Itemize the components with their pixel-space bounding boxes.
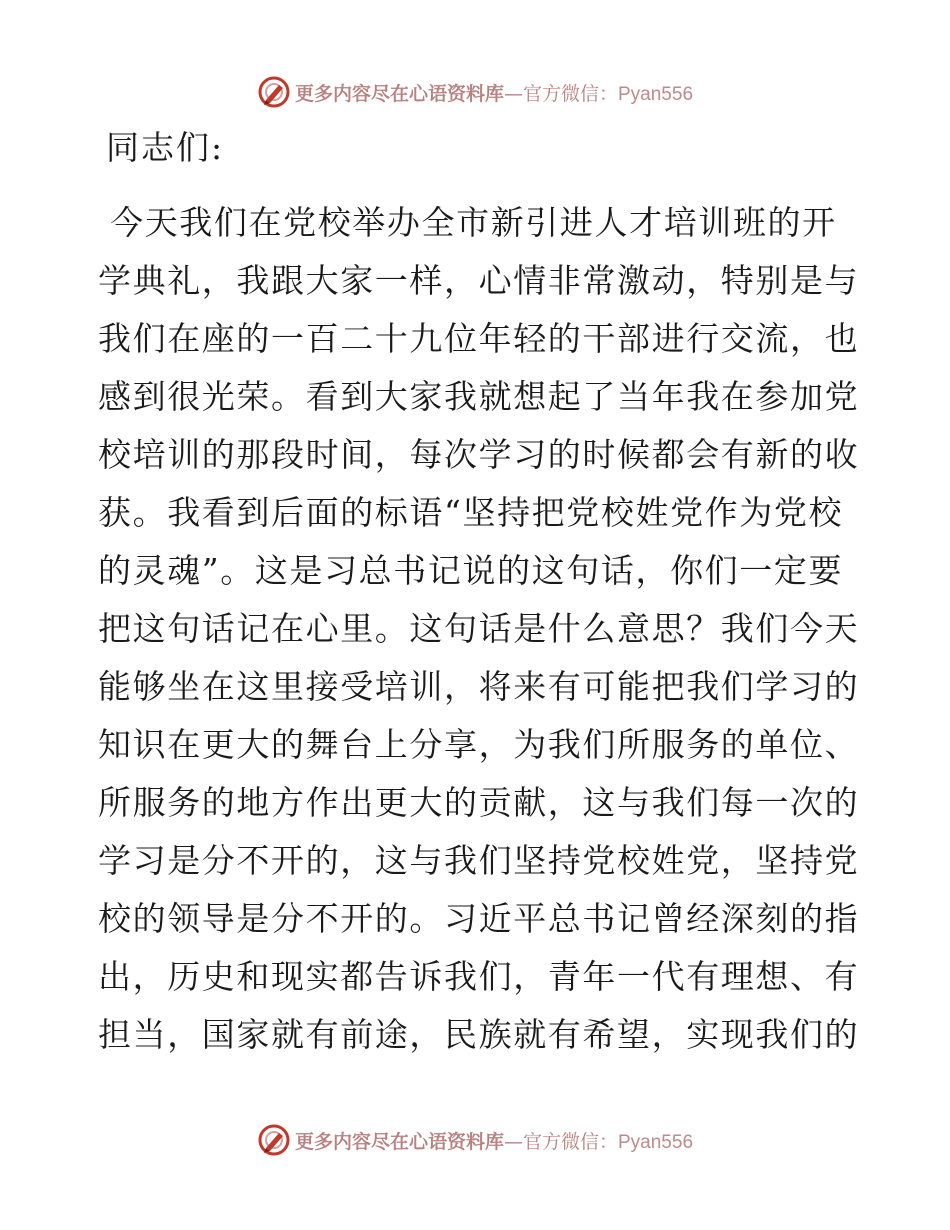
footer-banner: [0, 1120, 950, 1160]
footer-banner-sub: 官方微信：: [522, 1130, 618, 1153]
text-line: 感到很光荣。看到大家我就想起了当年我在参加党: [98, 377, 860, 416]
text-line: 知识在更大的舞台上分享，为我们所服务的单位、: [98, 725, 860, 764]
paragraph: [98, 194, 858, 1064]
document-body: [98, 122, 858, 1064]
header-banner: [0, 72, 950, 112]
footer-banner-main: 更多内容尽在心语资料库: [294, 1130, 504, 1153]
text-line: 担当，国家就有前途，民族就有希望，实现我们的: [98, 1015, 860, 1054]
header-banner-wechat-id: Pyan556: [618, 83, 694, 105]
text-line: 出，历史和现实都告诉我们，青年一代有理想、有: [98, 957, 860, 996]
text-line: 把这句话记在心里。这句话是什么意思？我们今天: [98, 609, 860, 648]
text-line: 今天我们在党校举办全市新引进人才培训班的开: [98, 203, 837, 242]
text-line: 校的领导是分不开的。习近平总书记曾经深刻的指: [98, 899, 860, 938]
footer-banner-separator: —: [503, 1130, 523, 1153]
pen-logo-icon: [257, 1123, 291, 1157]
header-banner-text: [295, 79, 693, 106]
header-banner-separator: —: [503, 82, 523, 105]
pen-logo-icon: [257, 75, 291, 109]
salutation: 同志们:: [106, 128, 225, 167]
text-line: 的灵魂”。这是习总书记说的这句话，你们一定要: [98, 551, 844, 590]
text-line: 能够坐在这里接受培训，将来有可能把我们学习的: [98, 667, 860, 706]
header-banner-sub: 官方微信：: [522, 82, 618, 105]
text-line: 我们在座的一百二十九位年轻的干部进行交流，也: [98, 319, 860, 358]
text-line: 校培训的那段时间，每次学习的时候都会有新的收: [98, 435, 860, 474]
text-line: 获。我看到后面的标语“坚持把党校姓党作为党校: [98, 493, 844, 532]
footer-banner-text: [295, 1127, 693, 1154]
text-line: 所服务的地方作出更大的贡献，这与我们每一次的: [98, 783, 860, 822]
header-banner-main: 更多内容尽在心语资料库: [294, 82, 504, 105]
text-line: 学典礼，我跟大家一样，心情非常激动，特别是与: [98, 261, 860, 300]
footer-banner-wechat-id: Pyan556: [618, 1131, 694, 1153]
text-line: 学习是分不开的，这与我们坚持党校姓党，坚持党: [98, 841, 860, 880]
